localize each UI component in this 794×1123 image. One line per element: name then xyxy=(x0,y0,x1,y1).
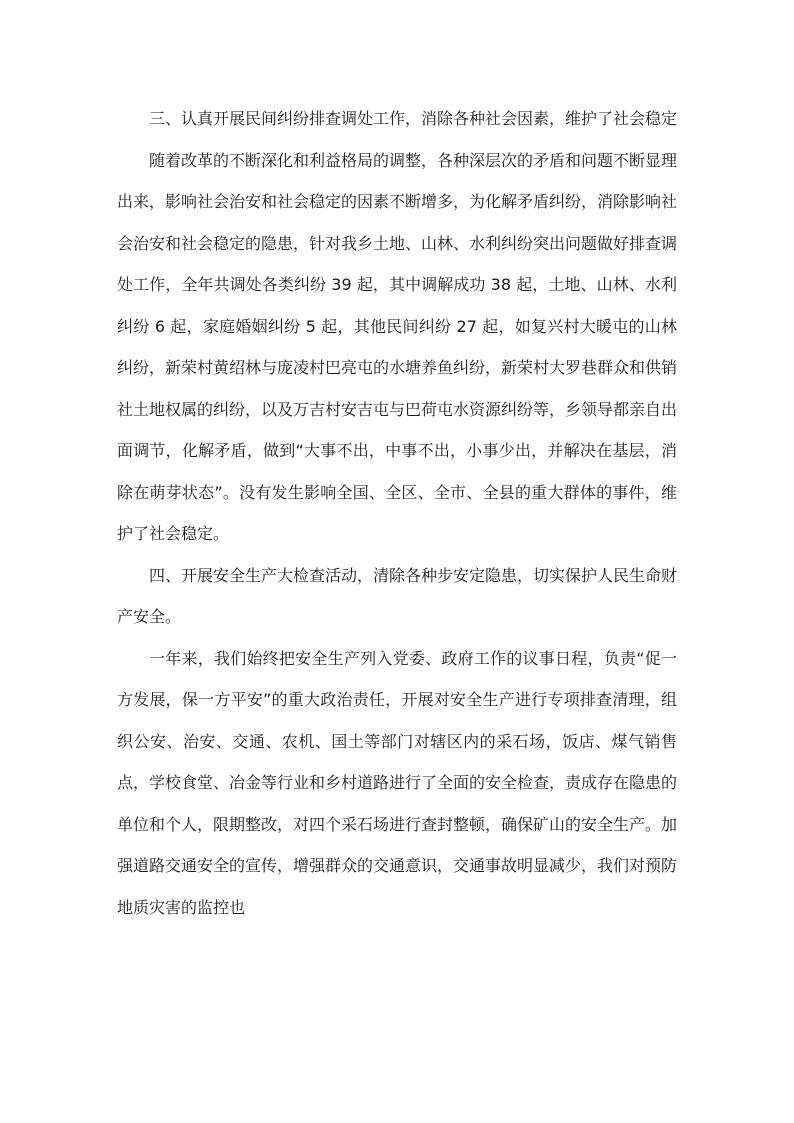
document-body xyxy=(117,98,677,928)
body-paragraph-dispute-resolution: 随着改革的不断深化和利益格局的调整，各种深层次的矛盾和问题不断显理出来，影响社会治安和社会稳定的因素不断增多，为化解矛盾纠纷，消除影响社会治安和社会稳定的隐患，针对我乡土地、山林、水利纠纷突出问题做好排查调处工作，全年共调处各类纠纷 39 起，其中调解成功 38 起，土地、山林、水利纠纷 6 起，家庭婚姻纠纷 5 起，其他民间纠纷 27 起，如复兴村大暖屯的山林纠纷，新荣村黄绍林与庞凌村巴亮屯的水塘养鱼纠纷，新荣村大罗巷群众和供销社土地权属的纠纷，以及万吉村安吉屯与巴荷屯水资源纠纷等，乡领导都亲自出面调节，化解矛盾，做到“大事不出，中事不出，小事少出，并解决在基层，消除在萌芽状态”。没有发生影响全国、全区、全市、全县的重大群体的事件，维护了社会稳定。 xyxy=(117,150,678,543)
section-heading-4: 四、开展安全生产大检查活动，清除各种步安定隐患，切实保护人民生命财产安全。 xyxy=(117,565,678,626)
body-paragraph-safety-inspection: 一年来，我们始终把安全生产列入党委、政府工作的议事日程，负责“促一方发展，保一方平安”的重大政治责任，开展对安全生产进行专项排查清理，组织公安、治安、交通、农机、国土等部门对辖区内的采石场，饭店、煤气销售点，学校食堂、冶金等行业和乡村道路进行了全面的安全检查，责成存在隐患的单位和个人，限期整改，对四个采石场进行查封整顿，确保矿山的安全生产。加强道路交通安全的宣传，增强群众的交通意识，交通事故明显减少，我们对预防地质灾害的监控也 xyxy=(117,648,678,917)
section-heading-3: 三、认真开展民间纠纷排查调处工作，消除各种社会因素，维护了社会稳定 xyxy=(149,109,678,128)
